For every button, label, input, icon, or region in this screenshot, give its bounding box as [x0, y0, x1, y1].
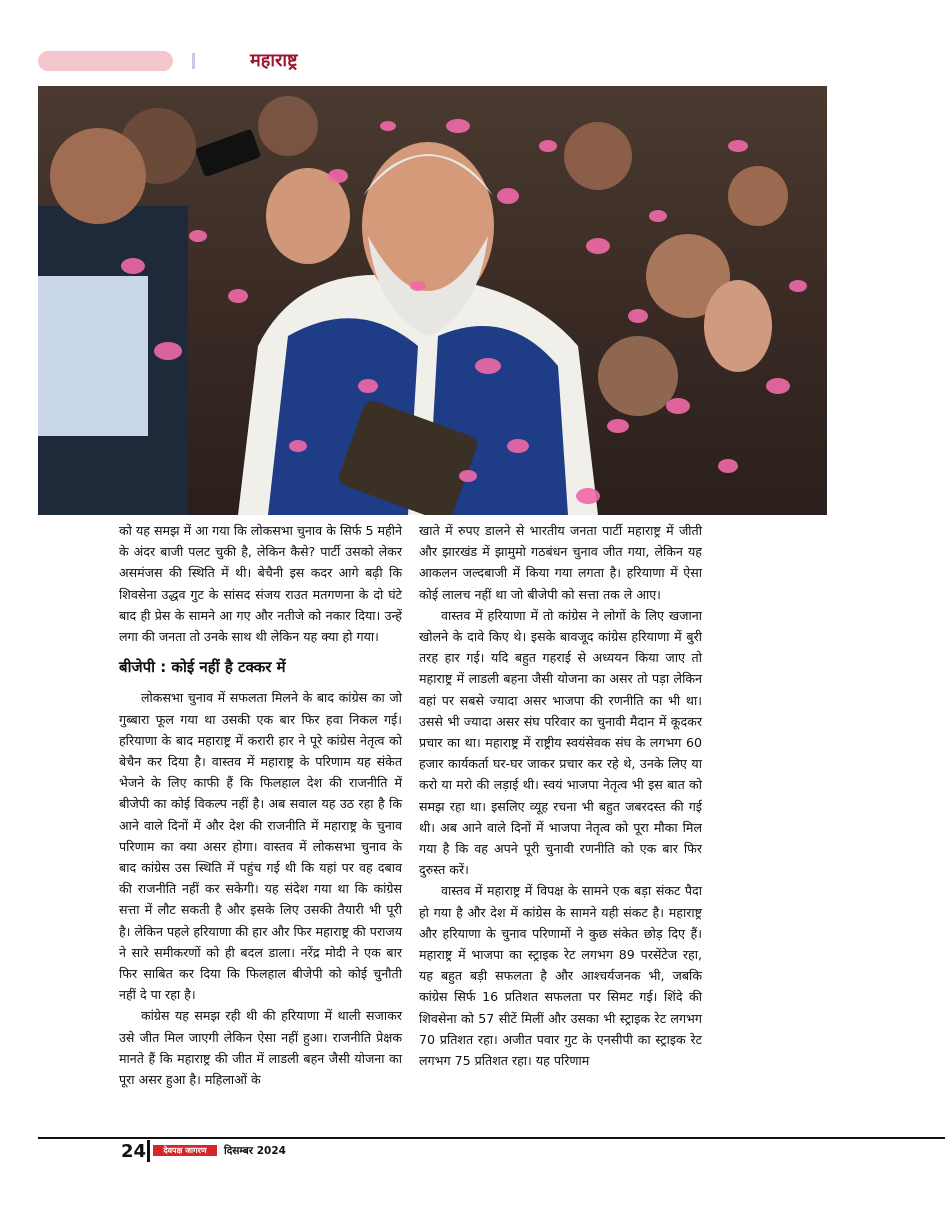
paragraph: वास्तव में हरियाणा में तो कांग्रेस ने लोगों के लिए खजाना खोलने के दावे किए थे। इसके बावजूद कांग्रेस हरियाणा में बुरी तरह हार गई। यदि बहुत गहराई से अध्ययन किया जाए तो महाराष्ट्र में लाडली बहना जैसी योजना का असर तो पड़ा लेकिन वहां पर सबसे ज्यादा असर भाजपा की रणनीति का भी था। उससे भी ज्यादा असर संघ परिवार का चुनावी मैदान में कूदकर प्रचार का था। महाराष्ट्र में राष्ट्रीय स्वयंसेवक संघ के लगभग 60 हजार कार्यकर्ता घर-घर जाकर प्रचार कर रहे थे, उनके लिए या करो या मरो की लड़ाई थी। स्वयं भाजपा नेतृत्व भी इस बात को समझ रहा था। इसलिए व्यूह रचना भी बहुत जबरदस्त की गई थी। अब आने वाले दिनों में भाजपा नेतृत्व को पूरा मौका मिल गया है कि वह अपने पूरी चुनावी रणनीति को एक बार फिर दुरुस्त करें। [419, 607, 702, 878]
section-tab-pill [38, 51, 173, 71]
paragraph: लोकसभा चुनाव में सफलता मिलने के बाद कांग्रेस का जो गुब्बारा फूल गया था उसकी एक बार फिर हवा निकल गई। हरियाणा के बाद महाराष्ट्र में करारी हार ने पूरे कांग्रेस नेतृत्व को बेचैन कर दिया है। वास्तव में महाराष्ट्र के परिणाम यह संकेत भेजने के लिए काफी हैं कि फिलहाल देश की राजनीति में बीजेपी का कोई विकल्प नहीं है। अब सवाल यह उठ रहा है कि आने वाले दिनों में और देश की राजनीति में महाराष्ट्र के चुनाव परिणाम का क्या असर होगा। वास्तव में लोकसभा चुनाव के बाद कांग्रेस उस स्थिति में पहुंच गई थी कि यहां पर वह दबाव की राजनीति नहीं कर सकेगी। यह संदेश गया था कि कांग्रेस सत्ता में लौट सकती है और इसके लिए उसकी तैयारी भी पूरी है। लेकिन पहले हरियाणा की हार और फिर महाराष्ट्र की पराजय ने सारे समीकरणों को ही बदल डाला। नरेंद्र मोदी ने एक बार फिर साबित कर दिया कि फिलहाल बीजेपी को कोई चुनौती नहीं दे पा रहा है। [119, 690, 402, 1003]
crowd-celebration-photo [38, 86, 827, 515]
paragraph: खाते में रुपए डालने से भारतीय जनता पार्टी महाराष्ट्र में जीती और झारखंड में झामुमो गठबंधन चुनाव जीत गया, लेकिन यह आकलन जल्दबाजी में किया गया लगता है। हरियाणा में ऐसा कोई लालच नहीं था जो बीजेपी को सत्ता तक ले आए। [419, 523, 702, 602]
footer-rule [38, 1137, 945, 1139]
article-subheading: बीजेपी : कोई नहीं है टक्कर में [119, 658, 286, 677]
paragraph: वास्तव में महाराष्ट्र में विपक्ष के सामने एक बड़ा संकट पैदा हो गया है और देश में कांग्रेस के सामने यही संकट है। महाराष्ट्र और हरियाणा के चुनाव परिणामों ने कुछ संकेत छोड़ दिए हैं। महाराष्ट्र में भाजपा का स्ट्राइक रेट लगभग 89 परसेंटेज रहा, यह बहुत बड़ी सफलता है और आश्चर्यजनक भी, जबकि कांग्रेस सिर्फ 16 प्रतिशत सफलता पर सिमट गई। शिंदे की शिवसेना को 57 सीटें मिलीं और उसका भी स्ट्राइक रेट लगभग 70 प्रतिशत रहा। अजीत पवार गुट के एनसीपी का स्ट्राइक रेट लगभग 75 प्रतिशत रहा। यह परिणाम [419, 883, 702, 1069]
paragraph: कांग्रेस यह समझ रही थी की हरियाणा में थाली सजाकर उसे जीत मिल जाएगी लेकिन ऐसा नहीं हुआ। राजनीति प्रेक्षक मानते हैं कि महाराष्ट्र की जीत में लाडली बहन जैसी योजना का पूरा असर हुआ है। महिलाओं के [119, 1008, 402, 1088]
page-number: 24 [121, 1141, 147, 1162]
magazine-logo: देवपक्ष जागरण [153, 1145, 217, 1156]
issue-date: दिसम्बर 2024 [224, 1145, 286, 1157]
section-title: महाराष्ट्र [250, 50, 298, 71]
section-divider [192, 53, 195, 69]
article-column-right [419, 520, 702, 1071]
footer-divider [147, 1140, 150, 1162]
paragraph: को यह समझ में आ गया कि लोकसभा चुनाव के सिर्फ 5 महीने के अंदर बाजी पलट चुकी है, लेकिन कैसे? पार्टी उसको लेकर असमंजस की स्थिति में थी। बेचैनी इस कदर आगे बढ़ी कि शिवसेना उद्धव गुट के सांसद संजय राउत मतगणना के दो घंटे बाद ही प्रेस के सामने आ गए और नतीजे को नकार दिया। उन्हें लगा की जनता तो उनके साथ थी लेकिन यह क्या हो गया। [119, 523, 402, 645]
article-column-left [119, 520, 402, 1090]
